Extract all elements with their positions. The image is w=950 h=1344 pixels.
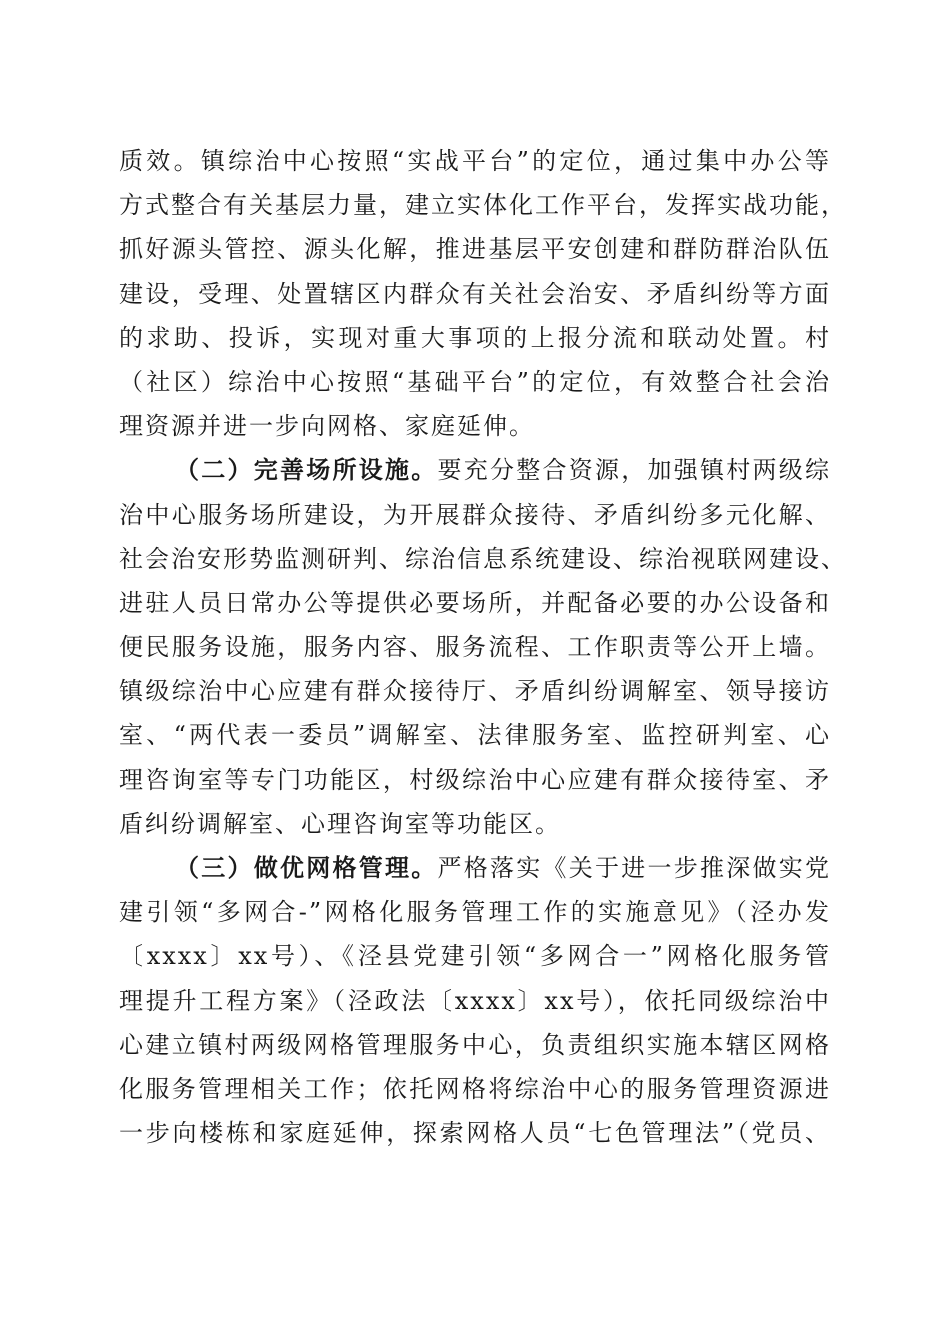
text-line: 心建立镇村两级网格管理服务中心，负责组织实施本辖区网格: [119, 1030, 831, 1059]
section-heading-3: （三）做优网格管理。: [175, 853, 438, 882]
text-line: 抓好源头管控、源头化解，推进基层平安创建和群防群治队伍: [119, 235, 831, 264]
text-line: 治中心服务场所建设，为开展群众接待、矛盾纠纷多元化解、: [119, 500, 831, 529]
heading-line-rest: 严格落实《关于进一步推深做实党: [437, 854, 831, 882]
paragraph-2: [119, 448, 847, 846]
text-line: 便民服务设施，服务内容、服务流程、工作职责等公开上墙。: [119, 633, 831, 662]
text-line: 理咨询室等专门功能区，村级综治中心应建有群众接待室、矛: [119, 765, 831, 794]
text-line: 建设，受理、处置辖区内群众有关社会治安、矛盾纠纷等方面: [119, 279, 831, 308]
text-line: 建引领“多网合-”网格化服务管理工作的实施意见》（泾办发: [119, 898, 831, 927]
document-body: [119, 139, 847, 1155]
text-line: 质效。镇综治中心按照“实战平台”的定位，通过集中办公等: [119, 147, 831, 175]
section-heading-2: （二）完善场所设施。: [175, 455, 438, 485]
text-line: [119, 448, 831, 492]
text-line: 社会治安形势监测研判、综治信息系统建设、综治视联网建设、: [119, 544, 847, 573]
text-line: 〔xxxx〕xx号）、《泾县党建引领“多网合一”网格化服务管: [119, 942, 831, 971]
text-line: 一步向楼栋和家庭延伸，探索网格人员“七色管理法”（党员、: [119, 1119, 831, 1148]
paragraph-1: [119, 139, 847, 448]
text-line: 方式整合有关基层力量，建立实体化工作平台，发挥实战功能，: [119, 191, 847, 220]
text-line: 室、“两代表一委员”调解室、法律服务室、监控研判室、心: [119, 721, 831, 750]
paragraph-3: [119, 846, 831, 1155]
text-line: [119, 846, 831, 890]
text-line: 理提升工程方案》（泾政法〔xxxx〕xx号），依托同级综治中: [119, 986, 831, 1015]
text-line: 进驻人员日常办公等提供必要场所，并配备必要的办公设备和: [119, 588, 831, 617]
text-line: 镇级综治中心应建有群众接待厅、矛盾纠纷调解室、领导接访: [119, 677, 831, 706]
text-line: 盾纠纷调解室、心理咨询室等功能区。: [119, 809, 561, 838]
text-line: 理资源并进一步向网格、家庭延伸。: [119, 412, 535, 441]
text-line: （社区）综治中心按照“基础平台”的定位，有效整合社会治: [119, 367, 831, 396]
text-line: 的求助、投诉，实现对重大事项的上报分流和联动处置。村: [119, 323, 831, 352]
text-line: 化服务管理相关工作；依托网格将综治中心的服务管理资源进: [119, 1074, 831, 1103]
heading-line-rest: 要充分整合资源，加强镇村两级综: [437, 456, 831, 485]
